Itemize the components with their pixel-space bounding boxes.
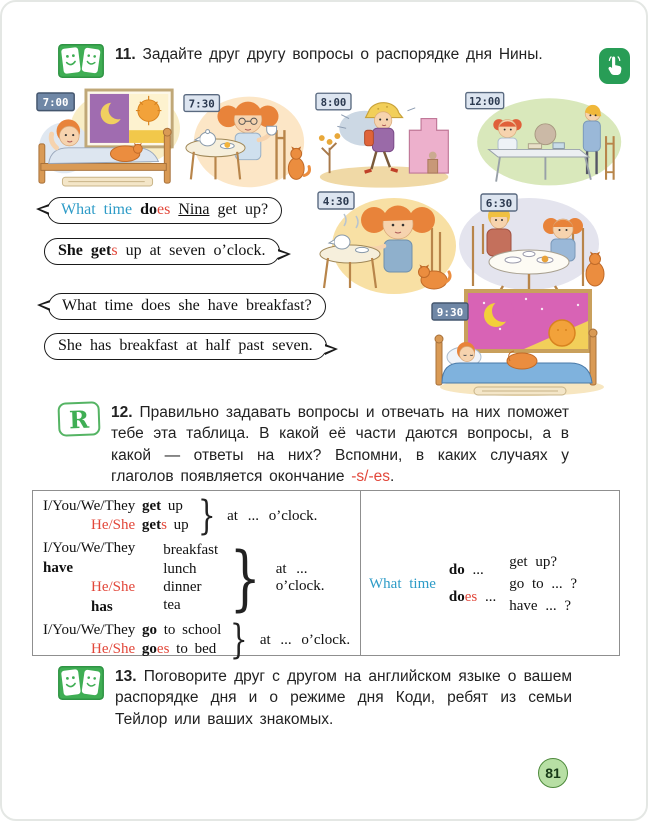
brace: }	[230, 617, 248, 663]
clock-time: 12:00	[469, 95, 501, 108]
brace: }	[197, 493, 216, 539]
what-time-label: What time	[369, 575, 436, 592]
picture-wake-up	[35, 86, 180, 192]
time-label: at ... o’clock.	[227, 507, 318, 524]
dialogue-and-pictures	[36, 192, 618, 404]
exercise-12-header	[58, 402, 572, 488]
rule-icon	[57, 401, 100, 436]
time-label: at ... o’clock.	[275, 561, 325, 594]
meal-item: lunch	[163, 560, 197, 577]
exercise-11-header	[58, 44, 570, 78]
row-line: He/She gets up	[91, 517, 189, 533]
meals-list	[163, 541, 218, 614]
do-does-list	[449, 562, 496, 606]
speech-bubble-answer-2: She has breakfast at half past seven.	[44, 333, 327, 360]
tap-icon[interactable]	[599, 48, 630, 84]
time-label: at ... o’clock.	[259, 631, 351, 648]
page-number: 81	[545, 765, 561, 781]
table-divider	[360, 491, 361, 655]
clock-time: 7:00	[42, 96, 69, 110]
does-line: does ...	[448, 589, 497, 606]
questions-column	[369, 553, 577, 615]
meal-item: tea	[163, 597, 181, 614]
option-item: have ... ?	[509, 597, 571, 614]
row-line: I/You/We/They get up	[43, 497, 183, 514]
speech-bubble-answer-1: She gets up at seven o’clock.	[44, 238, 280, 265]
picture-breakfast	[182, 86, 312, 192]
clock-time: 4:30	[322, 195, 350, 208]
exercise-13-text: 13. Поговорите друг с другом на английском языке о вашем распорядке дня и о режиме дня Коди, ребят из семьи Тейлор или ваших знакомых.	[115, 668, 572, 728]
page-number-badge	[538, 758, 568, 788]
clock-time: 8:00	[320, 95, 347, 109]
brace: }	[229, 537, 262, 619]
meal-item: dinner	[163, 579, 202, 595]
table-row-get-up	[43, 493, 355, 539]
picture-bedtime	[430, 285, 610, 397]
exercise-13-header	[58, 666, 572, 730]
clock-time: 7:30	[188, 97, 215, 111]
rule-icon-letter: R	[68, 404, 90, 434]
do-line: do ...	[448, 562, 484, 579]
question-options	[509, 553, 577, 615]
daily-routine-pictures-row1	[35, 86, 620, 192]
table-row-go-to	[43, 617, 355, 663]
row-line: I/You/We/They have	[43, 540, 136, 576]
dialogue-masks-icon	[58, 44, 104, 78]
row-line: He/She goes to bed	[91, 641, 217, 657]
row-line: I/You/We/They go to school	[43, 621, 222, 638]
grammar-table	[32, 490, 620, 663]
speech-bubble-question-1: What time does Nina get up?	[47, 197, 282, 224]
meal-item: breakfast	[163, 542, 219, 559]
picture-tea-time	[314, 188, 464, 298]
pointing-hand-icon	[604, 53, 625, 79]
dialogue-masks-icon	[58, 666, 104, 700]
speech-bubble-question-2: What time does she have breakfast?	[48, 293, 326, 320]
clock-time: 9:30	[436, 306, 464, 319]
clock-time: 6:30	[485, 197, 513, 210]
picture-school-lessons	[462, 86, 625, 192]
picture-go-to-school	[314, 86, 460, 192]
option-item: go to ... ?	[509, 575, 578, 592]
picture-dinner	[447, 192, 612, 297]
answers-column	[43, 493, 355, 663]
exercise-11-text: 11. Задайте друг другу вопросы о распорядке дня Нины.	[115, 46, 543, 63]
table-row-have-meals	[43, 539, 355, 617]
exercise-12-text: 12. Правильно задавать вопросы и отвечать на них поможет тебе эта таблица. В какой её части даются вопросы, а в какой — ответы на них? Вспомни, в каких случаях у глаголов появляется окончание -s/-es.	[111, 404, 569, 486]
option-item: get up?	[509, 554, 557, 570]
row-line: He/She has	[91, 579, 136, 615]
